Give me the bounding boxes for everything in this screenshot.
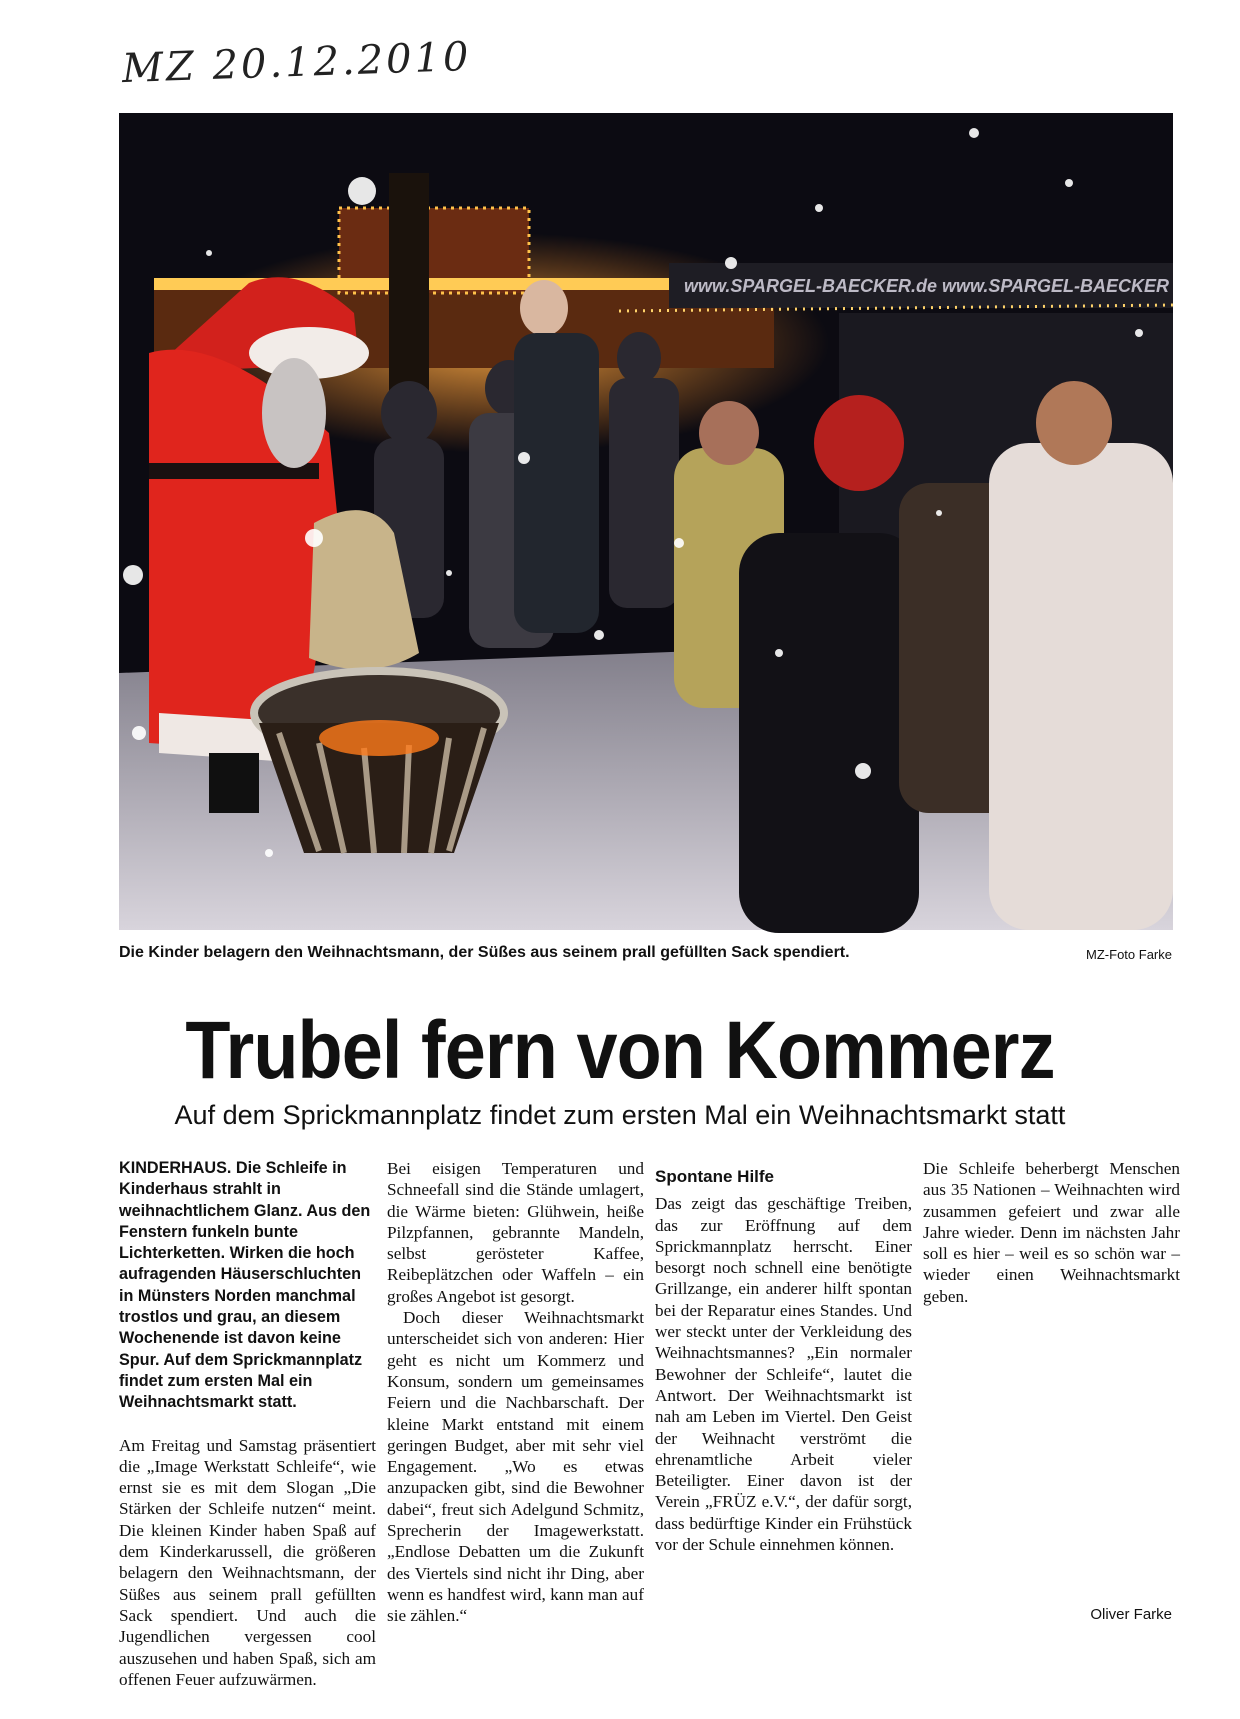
article-photo bbox=[119, 113, 1173, 930]
stall-sign-text: www.SPARGEL-BAECKER.de www.SPARGEL-BAECKER bbox=[684, 276, 1170, 296]
article-paragraph: Bei eisigen Temperaturen und Schneefall sind die Stände umlagert, die Wärme bieten: Glühwein, heiße Pilzpfannen, gebrannte Mandeln, selbst gerösteter Kaffee, Reibeplätzchen oder Waffeln – ein großes Angebot ist gesorgt. bbox=[387, 1159, 644, 1306]
photo-credit: MZ-Foto Farke bbox=[1086, 947, 1172, 962]
text-column-3 bbox=[655, 1158, 912, 1555]
photo-caption: Die Kinder belagern den Weihnachtsmann, der Süßes aus seinem prall gefüllten Sack spendiert. bbox=[119, 944, 850, 961]
article-lead: KINDERHAUS. Die Schleife in Kinderhaus strahlt in weihnachtlichem Glanz. Aus den Fenstern funkeln bunte Lichterketten. Wirken die hoch aufragenden Häuserschluchten in Münsters Norden manchmal trostlos und grau, an diesem Wochenende ist davon keine Spur. Auf dem Sprickmannplatz findet zum ersten Mal ein Weihnachtsmarkt statt. bbox=[119, 1159, 371, 1412]
article-subhead: Spontane Hilfe bbox=[655, 1167, 775, 1186]
article-author: Oliver Farke bbox=[1090, 1606, 1172, 1623]
article-paragraph: Am Freitag und Samstag präsentiert die „Image Werkstatt Schleife“, wie ernst sie es mit dem Slogan „Die Stärken der Schleife nutzen“ meint. Die kleinen Kinder haben Spaß auf dem Kinderkarussell, die größeren belagern den Weihnachtsmann, der Süßes aus seinem prall gefüllten Sack spendiert. Und auch die Jugendlichen vergessen cool auszusehen und haben Spaß, sich am offenen Feuer aufzuwärmen. bbox=[119, 1435, 376, 1689]
handwritten-date-note: MZ 20.12.2010 bbox=[121, 33, 473, 93]
article-subheadline: Auf dem Sprickmannplatz findet zum ersten Mal ein Weihnachtsmarkt statt bbox=[174, 1100, 1066, 1130]
text-column-4 bbox=[923, 1158, 1180, 1307]
text-column-1 bbox=[119, 1158, 376, 1689]
article-paragraph: Das zeigt das geschäftige Treiben, das zur Eröffnung auf dem Sprickmannplatz herrscht. Einer besorgt noch schnell eine benötigte Grillzange, ein anderer hilft spontan bei der Reparatur eines Standes. Und wer steckt unter der Verkleidung des Weihnachtsmannes? „Ein normaler Bewohner der Schleife“, lautet die Antwort. Der Weihnachtsmarkt ist nah am Leben im Viertel. Den Geist der Weihnacht verströmt die ehrenamtliche Arbeit vieler Beteiligter. Einer davon ist der Verein „FRÜZ e.V.“, der dafür sorgt, dass bedürftige Kinder ein Frühstück vor der Schule einnehmen können. bbox=[655, 1194, 912, 1555]
article-headline: Trubel fern von Kommerz bbox=[185, 1005, 1055, 1096]
text-column-2 bbox=[387, 1158, 644, 1626]
article-paragraph: Doch dieser Weihnachtsmarkt unterscheidet sich von anderen: Hier geht es nicht um Kommerz und Konsum, sondern um gemeinsames Feiern und die Nachbarschaft. Der kleine Markt entstand mit einem geringen Budget, aber mit sehr viel Engagement. „Wo es etwas anzupacken gibt, sind die Bewohner dabei“, freut sich Adelgund Schmitz, Sprecherin der Imagewerkstatt. „Endlose Debatten um die Zukunft des Viertels sind nicht ihr Ding, aber wenn es handfest wird, kann man auf sie zählen.“ bbox=[387, 1308, 644, 1626]
article-paragraph: Die Schleife beherbergt Menschen aus 35 Nationen – Weihnachten wird zusammen gefeiert und zwar alle Jahre wieder. Denn im nächsten Jahr soll es hier – weil es so schön war – wieder einen Weihnachtsmarkt geben. bbox=[923, 1159, 1180, 1306]
